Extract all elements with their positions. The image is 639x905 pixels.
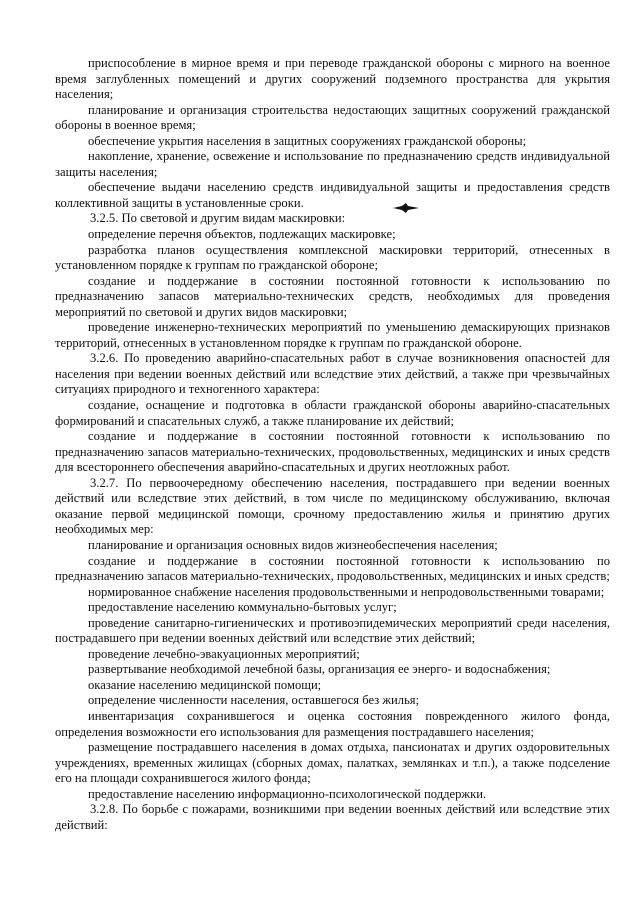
paragraph: проведение инженерно-технических мероприятий по уменьшению демаскирующих признаков территорий, отнесенных в установленном порядке к группам по гражданской обороне. bbox=[55, 320, 610, 350]
paragraph: оказание населению медицинской помощи; bbox=[88, 677, 322, 692]
paragraph: проведение лечебно-эвакуационных мероприятий; bbox=[88, 646, 360, 661]
paragraph: инвентаризация сохранившегося и оценка состояния поврежденного жилого фонда, определения возможности его использования для размещения пострадавшего населения; bbox=[55, 708, 610, 739]
section-heading: 3.2.5. По световой и другим видам маскировки: bbox=[90, 211, 346, 226]
paragraph: накопление, хранение, освежение и использование по предназначению средств индивидуальной защиты населения; bbox=[55, 149, 610, 179]
paragraph: определение численности населения, оставшегося без жилья; bbox=[88, 693, 420, 708]
paragraph: создание и поддержание в состоянии постоянной готовности к использованию по предназначению запасов материально-технических средств, необходимых для проведения мероприятий по световой и других видов маскировки; bbox=[55, 273, 610, 319]
paragraph: нормированное снабжение населения продовольственными и непродовольственными товарами; bbox=[88, 584, 605, 599]
paragraph: планирование и организация строительства недостающих защитных сооружений гражданской обороны в военное время; bbox=[55, 102, 610, 133]
paragraph: развертывание необходимой лечебной базы, организация ее энерго- и водоснабжения; bbox=[88, 662, 551, 677]
paragraph: обеспечение выдачи населению средств индивидуальной защиты и предоставления средств коллективной защиты в установленные сроки. bbox=[55, 180, 610, 210]
section-heading: 3.2.7. По первоочередному обеспечению населения, пострадавшего при ведении военных действий или вследствие этих действий, в том числе по медицинскому обслуживанию, включая оказание первой медицинской помощи, срочному предоставлению жилья и принятию других необходимых мер: bbox=[55, 475, 610, 537]
paragraph: создание, оснащение и подготовка в области гражданской обороны аварийно-спасательных формирований и спасательных служб, а также планирование их действий; bbox=[55, 398, 610, 428]
paragraph: определение перечня объектов, подлежащих маскировке; bbox=[88, 227, 396, 242]
section-heading: 3.2.6. По проведению аварийно-спасательных работ в случае возникновения опасностей для населения при ведении военных действий или вследствие этих действий, а также при чрезвычайных ситуациях природного и техногенного характера: bbox=[55, 351, 610, 397]
paragraph: обеспечение укрытия населения в защитных сооружениях гражданской обороны; bbox=[88, 133, 527, 148]
paragraph: разработка планов осуществления комплексной маскировки территорий, отнесенных в установленном порядке к группам по гражданской обороне; bbox=[55, 242, 610, 273]
document-body bbox=[55, 56, 610, 833]
paragraph: размещение пострадавшего населения в домах отдыха, пансионатах и других оздоровительных учреждениях, временных жилищах (сборных домах, палатках, землянках и т.п.), а также подселение его на площади сохранившегося жилого фонда; bbox=[55, 740, 610, 786]
paragraph: приспособление в мирное время и при переводе гражданской обороны с мирного на военное время заглубленных помещений и других сооружений подземного пространства для укрытия населения; bbox=[55, 56, 610, 102]
paragraph: предоставление населению информационно-психологической поддержки. bbox=[88, 786, 487, 801]
paragraph: планирование и организация основных видов жизнеобеспечения населения; bbox=[88, 537, 498, 552]
scan-ink-mark bbox=[393, 203, 419, 213]
section-heading: 3.2.8. По борьбе с пожарами, возникшими при ведении военных действий или вследствие этих действий: bbox=[55, 802, 610, 832]
paragraph: создание и поддержание в состоянии постоянной готовности к использованию по предназначению запасов материально-технических, продовольственных, медицинских и иных средств для всестороннего обеспечения аварийно-спасательных и других неотложных работ. bbox=[55, 429, 610, 475]
paragraph: проведение санитарно-гигиенических и противоэпидемических мероприятий среди населения, пострадавшего при ведении военных действий или вследствие этих действий; bbox=[55, 615, 610, 646]
paragraph: создание и поддержание в состоянии постоянной готовности к использованию по предназначению запасов материально-технических, продовольственных, медицинских и иных средств; bbox=[55, 553, 610, 584]
paragraph: предоставление населению коммунально-бытовых услуг; bbox=[88, 600, 397, 615]
